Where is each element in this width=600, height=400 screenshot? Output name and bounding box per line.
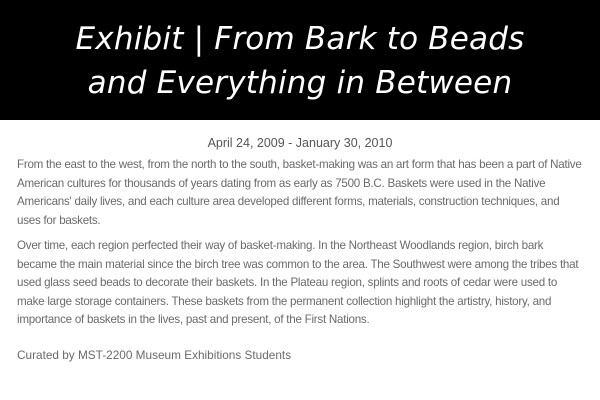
title-banner [0,0,600,120]
curator-credit: Curated by MST-2200 Museum Exhibitions Students [17,347,292,362]
exhibit-paragraph: Over time, each region perfected their way of basket-making. In the Northeast Woodlands region, birch bark became the main material since the birch tree was common to the area. The Southwest were among the tribes that used glass seed beads to decorate their baskets. In the Plateau region, splints and roots of cedar were used to make large storage containers. These baskets from the permanent collection highlight the artistry, history, and importance of baskets in the lives, past and present, of the First Nations. [17,239,579,326]
exhibit-dates: April 24, 2009 - January 30, 2010 [207,136,393,150]
exhibit-title-line-2: and Everything in Between [87,65,513,101]
exhibit-title [76,17,525,105]
exhibit-paragraph: From the east to the west, from the north to the south, basket-making was an art form that has been a part of Native American cultures for thousands of years dating from as early as 7500 B.C. Baskets were used in the Native Americans' daily lives, and each culture area developed different forms, materials, construction techniques, and uses for baskets. [17,158,582,227]
exhibit-title-line-1: Exhibit | From Bark to Beads [75,21,525,57]
exhibit-content [0,135,600,363]
